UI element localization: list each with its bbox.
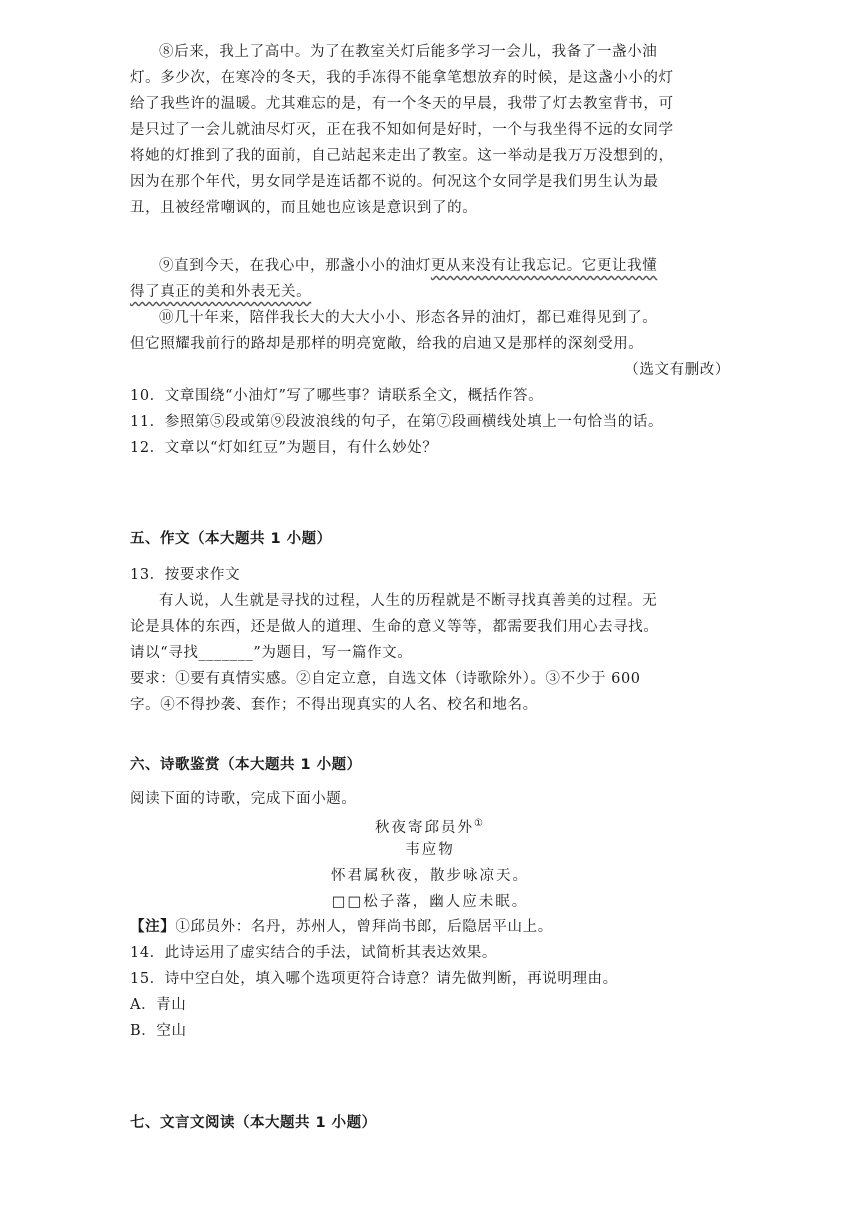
note-label: 【注】	[130, 918, 176, 935]
footnote-mark: ①	[474, 818, 485, 829]
paragraph-line: 因为在那个年代，男女同学是连话都不说的。何况这个女同学是我们男生认为最	[130, 174, 659, 190]
wavy-underlined-sentence: 得了真正的美和外表无关。	[130, 284, 312, 300]
section-heading-classical-chinese: 七、文言文阅读（本大题共 1 小题）	[130, 1115, 377, 1131]
source-note: （选文有删改）	[624, 362, 730, 378]
question-13: 13．按要求作文	[130, 567, 241, 583]
requirement-line: 要求：①要有真情实感。②自定立意，自选文体（诗歌除外）。③不少于 600	[130, 671, 641, 687]
poem-line-1: 怀君属秋夜，散步咏凉天。	[331, 868, 529, 884]
prompt-line: 请以“寻找_______”为题目，写一篇作文。	[130, 645, 413, 661]
option-b: B．空山	[130, 1023, 187, 1039]
poetry-intro: 阅读下面的诗歌，完成下面小题。	[130, 791, 357, 807]
question-15: 15．诗中空白处，填入哪个选项更符合诗意？请先做判断，再说明理由。	[130, 971, 618, 987]
note-text: ①邱员外：名丹，苏州人，曾拜尚书郎，后隐居平山上。	[175, 919, 553, 935]
prompt-line: 论是具体的东西，还是做人的道理、生命的意义等等，都需要我们用心去寻找。	[130, 619, 659, 635]
question-10: 10．文章围绕“小油灯”写了哪些事？请联系全文，概括作答。	[130, 388, 544, 404]
poem-title: 秋夜寄邱员外①	[375, 818, 485, 836]
poem-author: 韦应物	[405, 842, 455, 858]
wavy-underlined-sentence: 更从来没有让我忘记。它更让我懂	[430, 258, 658, 274]
composition-prompt	[130, 588, 730, 718]
requirement-line: 字。④不得抄袭、套作；不得出现真实的人名、校名和地名。	[130, 697, 538, 713]
option-a: A．青山	[130, 997, 187, 1013]
section-heading-poetry: 六、诗歌鉴赏（本大题共 1 小题）	[130, 757, 362, 773]
paragraph-10	[130, 305, 730, 357]
poem-note	[130, 914, 750, 940]
poem-line-2: □□松子落，幽人应未眠。	[331, 894, 529, 910]
prompt-line: 有人说，人生就是寻找的过程，人生的历程就是不断寻找真善美的过程。无	[159, 593, 658, 609]
question-14: 14．此诗运用了虚实结合的手法，试简析其表达效果。	[130, 945, 497, 961]
section-heading-composition: 五、作文（本大题共 1 小题）	[130, 531, 332, 547]
paragraph-line: ⑧后来，我上了高中。为了在教室关灯后能多学习一会儿，我备了一盏小油	[159, 44, 658, 60]
paragraph-line: 丑，且被经常嘲讽的，而且她也应该是意识到了的。	[130, 200, 478, 216]
paragraph-line: 给了我些许的温暖。尤其难忘的是，有一个冬天的早晨，我带了灯去教室背书，可	[130, 96, 674, 112]
paragraph-9-text: ⑨直到今天，在我心中，那盏小小的油灯	[159, 258, 431, 274]
question-12: 12．文章以“灯如红豆”为题目，有什么妙处？	[130, 440, 438, 456]
paragraph-line: ⑩几十年来，陪伴我长大的大大小小、形态各异的油灯，都已难得见到了。	[159, 310, 658, 326]
paragraph-line: 将她的灯推到了我的面前，自己站起来走出了教室。这一举动是我万万没想到的，	[130, 148, 674, 164]
paragraph-9	[130, 253, 730, 305]
paragraph-8	[130, 39, 730, 221]
paragraph-line: 但它照耀我前行的路却是那样的明亮宽敞，给我的启迪又是那样的深刻受用。	[130, 336, 644, 352]
paragraph-line: 灯。多少次，在寒冷的冬天，我的手冻得不能拿笔想放弃的时候，是这盏小小的灯	[130, 70, 674, 86]
question-11: 11．参照第⑤段或第⑨段波浪线的句子，在第⑦段画横线处填上一句恰当的话。	[130, 414, 664, 430]
paragraph-line: 是只过了一会儿就油尽灯灭，正在我不知如何是好时，一个与我坐得不远的女同学	[130, 122, 674, 138]
